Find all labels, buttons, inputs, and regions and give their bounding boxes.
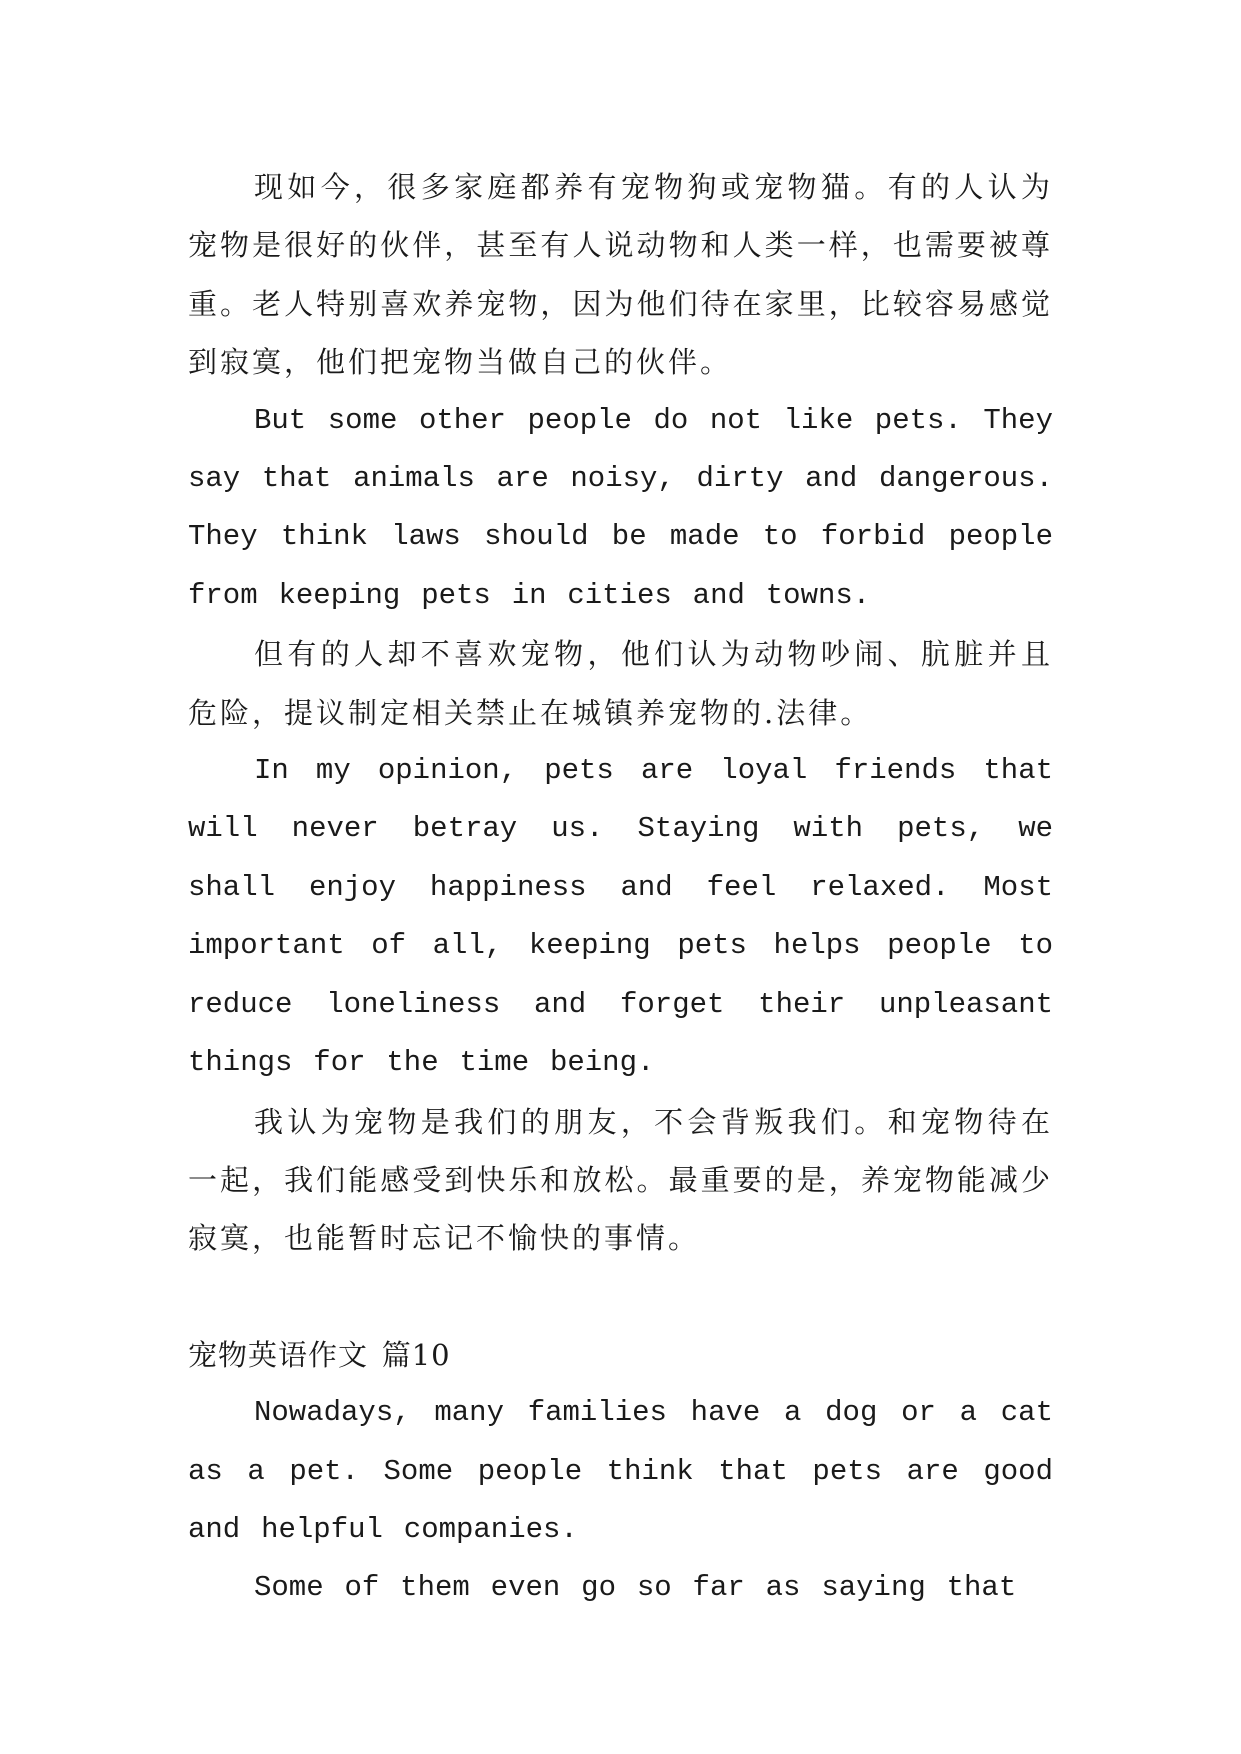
section-heading: 宠物英语作文 篇10 bbox=[188, 1337, 451, 1372]
document-body bbox=[188, 158, 1053, 1618]
paragraph-cn-pets-popular: 现如今，很多家庭都养有宠物狗或宠物猫。有的人认为宠物是很好的伙伴，甚至有人说动物和人类一样，也需要被尊重。老人特别喜欢养宠物，因为他们待在家里，比较容易感觉到寂寞，他们把宠物当做自己的伙伴。 bbox=[188, 170, 1053, 380]
paragraph-en-my-opinion: In my opinion, pets are loyal friends that will never betray us. Staying with pets, we shall enjoy happiness and feel relaxed. Most important of all, keeping pets helps people to reduce loneliness and forget their unpleasant things for the time being. bbox=[188, 754, 1053, 1080]
paragraph-cn-dislike-pets: 但有的人却不喜欢宠物，他们认为动物吵闹、肮脏并且危险，提议制定相关禁止在城镇养宠物的.法律。 bbox=[188, 637, 1053, 730]
paragraph-cn-my-opinion: 我认为宠物是我们的朋友，不会背叛我们。和宠物待在一起，我们能感受到快乐和放松。最重要的是，养宠物能减少寂寞，也能暂时忘记不愉快的事情。 bbox=[188, 1104, 1053, 1256]
paragraph-en-nowadays: Nowadays, many families have a dog or a cat as a pet. Some people think that pets are good and helpful companies. bbox=[188, 1396, 1053, 1546]
paragraph-en-some-of-them: Some of them even go so far as saying that bbox=[254, 1571, 1017, 1605]
paragraph-en-dislike-pets: But some other people do not like pets. They say that animals are noisy, dirty and dangerous. They think laws should be made to forbid people from keeping pets in cities and towns. bbox=[188, 403, 1053, 612]
